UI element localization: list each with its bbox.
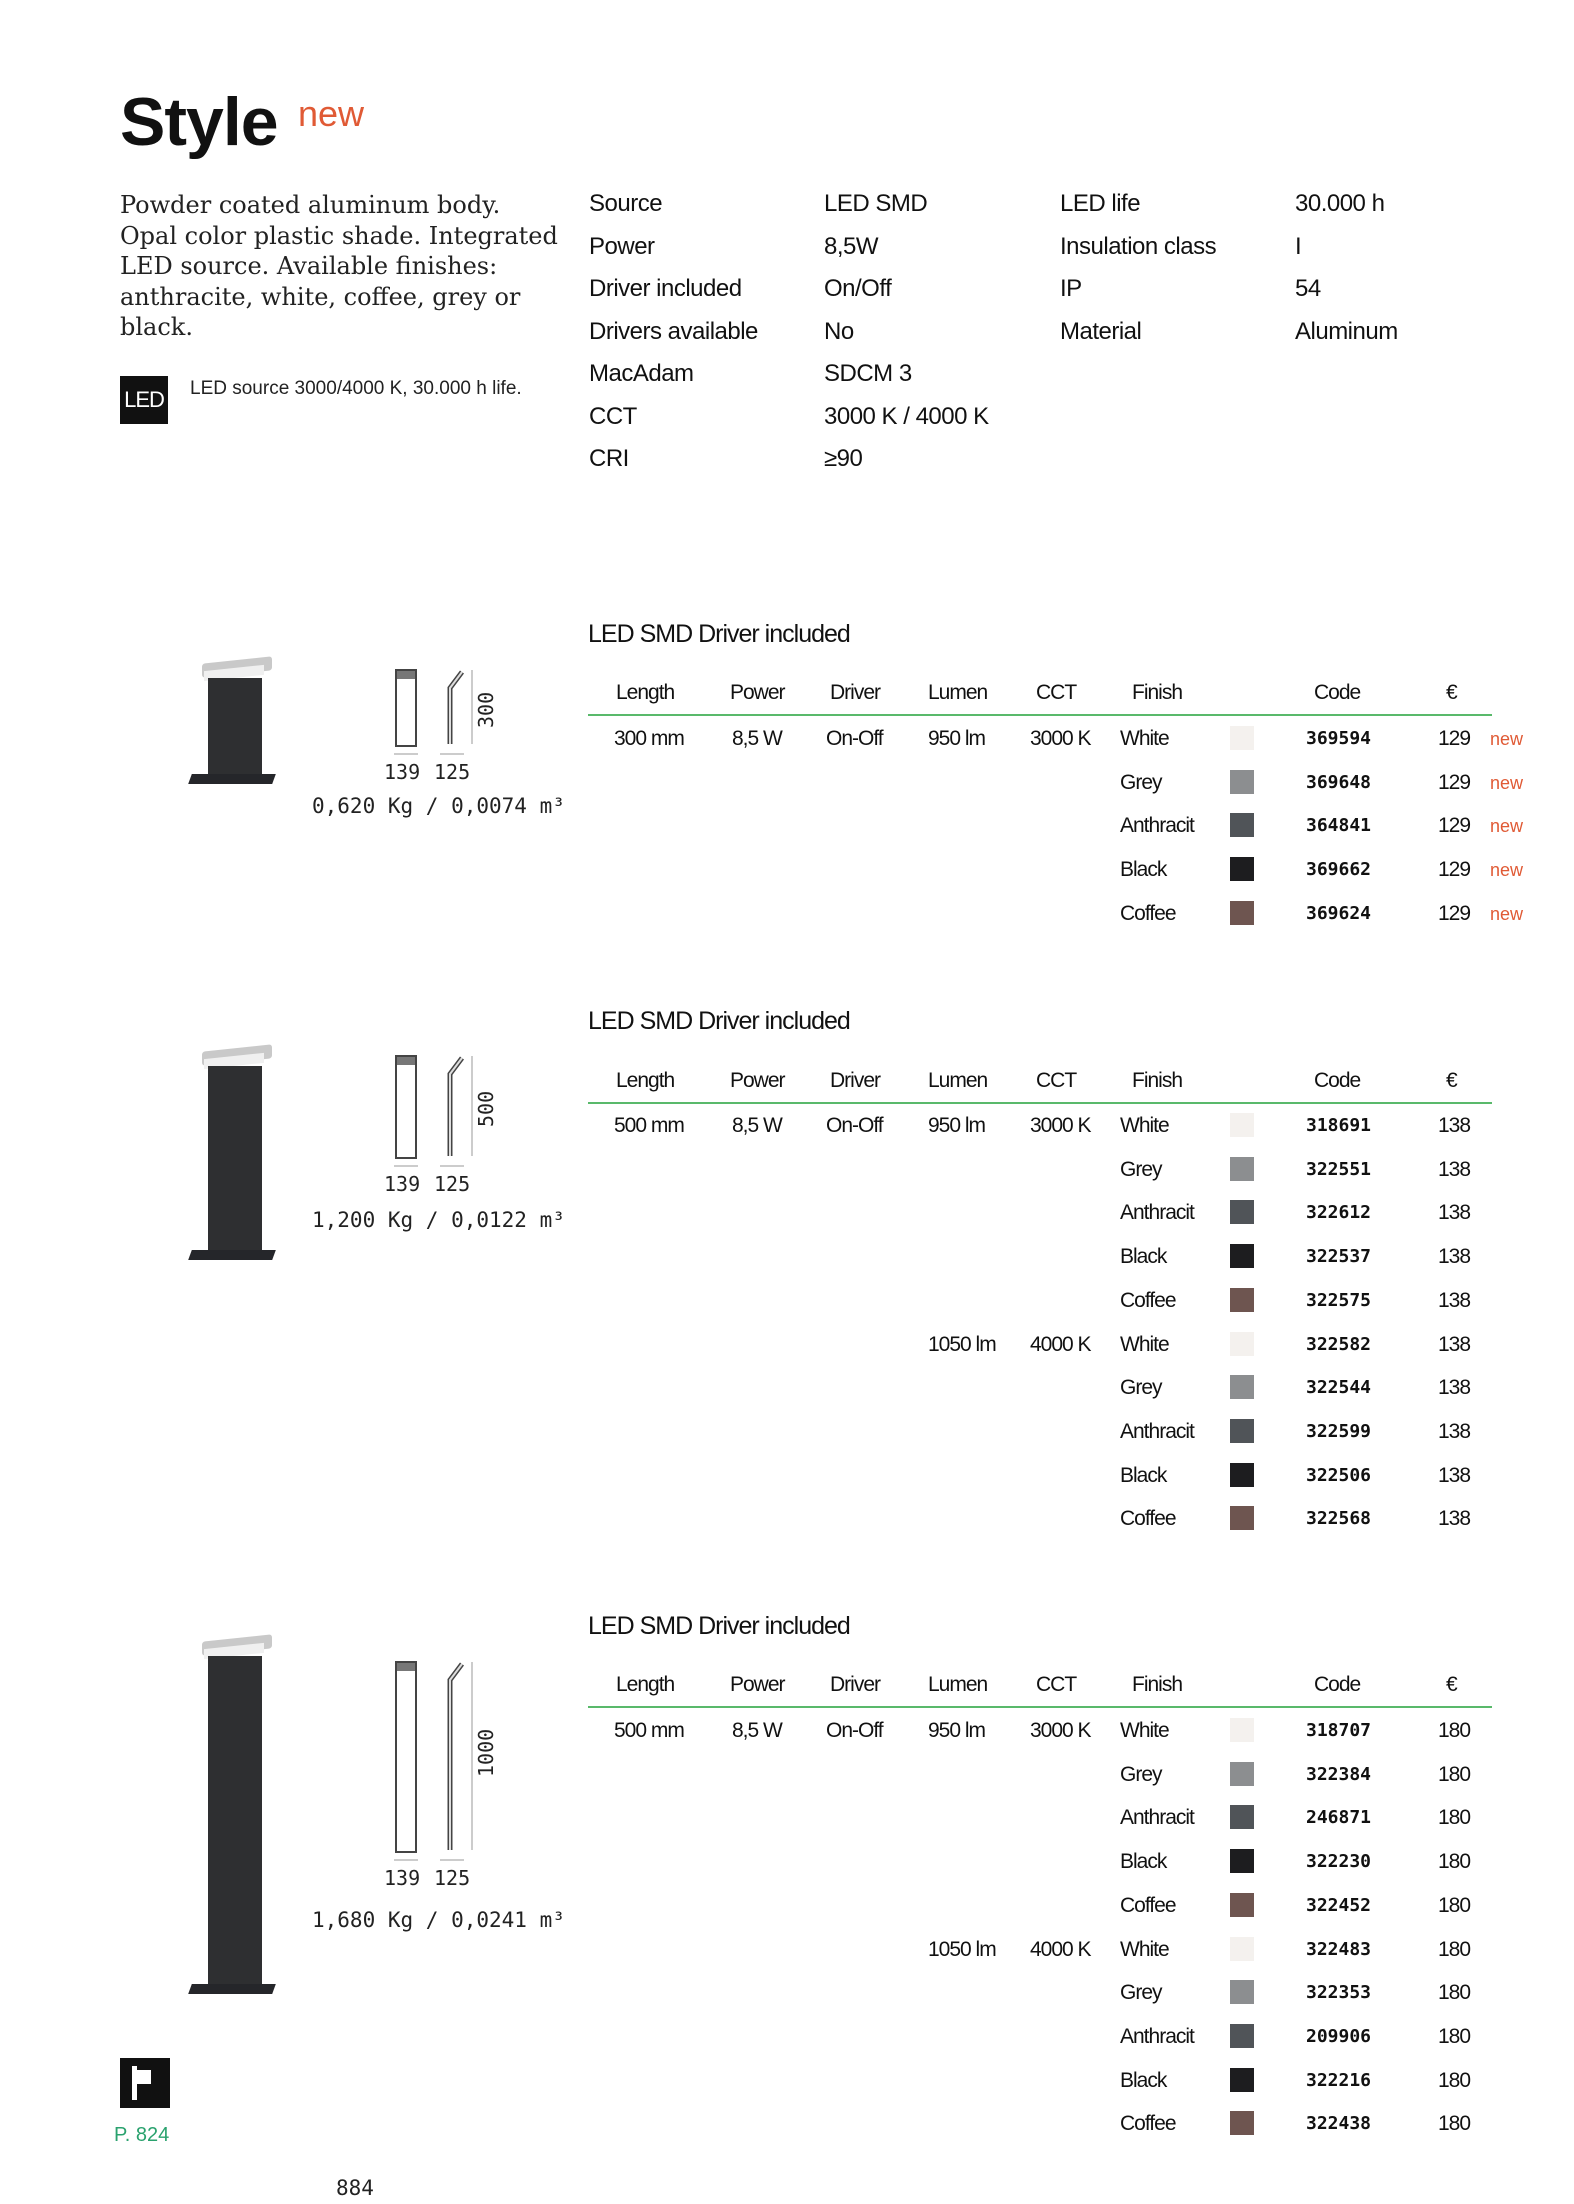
column-header-finish: Finish bbox=[1132, 681, 1183, 704]
column-header-driver: Driver bbox=[830, 681, 880, 704]
cell-code: 369594 bbox=[1306, 728, 1372, 749]
finish-swatch bbox=[1230, 1419, 1254, 1443]
cell-finish: White bbox=[1120, 1332, 1169, 1356]
cell-lumen: 950 lm bbox=[928, 1719, 986, 1742]
finish-swatch bbox=[1230, 1157, 1254, 1181]
cell-lumen: 950 lm bbox=[928, 1114, 986, 1137]
cell-code: 318691 bbox=[1306, 1115, 1372, 1136]
cell-price: 129 bbox=[1438, 901, 1471, 925]
finish-swatch bbox=[1230, 1375, 1254, 1399]
cell-price: 180 bbox=[1438, 1850, 1471, 1874]
cell-lumen: 1050 lm bbox=[928, 1937, 996, 1961]
finish-swatch bbox=[1230, 1718, 1254, 1742]
cell-price: 180 bbox=[1438, 2112, 1471, 2136]
column-header-power: Power bbox=[730, 1673, 785, 1696]
cell-power: 8,5 W bbox=[732, 1114, 782, 1137]
cell-finish: Anthracit bbox=[1120, 1201, 1194, 1225]
cell-price: 138 bbox=[1438, 1114, 1471, 1137]
spec-label: LED life bbox=[1060, 190, 1141, 217]
cell-cct: 3000 K bbox=[1030, 1114, 1091, 1137]
cell-finish: Black bbox=[1120, 858, 1167, 882]
spec-label: CCT bbox=[589, 402, 637, 430]
cell-lumen: 1050 lm bbox=[928, 1332, 996, 1356]
bollard-image bbox=[182, 652, 292, 790]
finish-swatch bbox=[1230, 1288, 1254, 1312]
cell-length: 500 mm bbox=[614, 1114, 684, 1137]
column-header-code: Code bbox=[1314, 681, 1361, 704]
column-header-code: Code bbox=[1314, 1069, 1361, 1092]
cell-finish: Grey bbox=[1120, 1157, 1162, 1181]
cell-code: 369662 bbox=[1306, 859, 1372, 881]
page-number: 884 bbox=[336, 2176, 374, 2200]
cell-code: 322483 bbox=[1306, 1938, 1372, 1960]
cell-finish: Coffee bbox=[1120, 2112, 1176, 2136]
cell-price: 129 bbox=[1438, 770, 1471, 794]
cell-finish: Black bbox=[1120, 1245, 1167, 1269]
cell-finish: Anthracit bbox=[1120, 1419, 1194, 1443]
cell-price: 180 bbox=[1438, 1937, 1471, 1961]
cell-cct: 3000 K bbox=[1030, 1719, 1091, 1742]
cell-code: 322582 bbox=[1306, 1333, 1372, 1355]
spec-value: 30.000 h bbox=[1295, 190, 1385, 217]
header-divider bbox=[588, 714, 1492, 716]
cell-finish: Coffee bbox=[1120, 1288, 1176, 1312]
cell-code: 322612 bbox=[1306, 1202, 1372, 1224]
spec-label: Driver included bbox=[589, 275, 742, 302]
cell-price: 138 bbox=[1438, 1157, 1471, 1181]
column-header-finish: Finish bbox=[1132, 1069, 1183, 1092]
new-badge: new bbox=[298, 93, 365, 134]
cell-price: 180 bbox=[1438, 1719, 1471, 1742]
cell-finish: Grey bbox=[1120, 770, 1162, 794]
spec-label: MacAdam bbox=[589, 360, 694, 387]
cell-cct: 4000 K bbox=[1030, 1332, 1091, 1356]
cell-price: 180 bbox=[1438, 1893, 1471, 1917]
column-header-driver: Driver bbox=[830, 1069, 880, 1092]
cell-price: 138 bbox=[1438, 1507, 1471, 1531]
cell-code: 322599 bbox=[1306, 1420, 1372, 1442]
spec-value: I bbox=[1295, 232, 1302, 260]
section-title: LED SMD Driver included bbox=[588, 1612, 850, 1640]
column-header-price: € bbox=[1446, 681, 1457, 704]
spec-value: No bbox=[824, 317, 854, 345]
finish-swatch bbox=[1230, 901, 1254, 925]
finish-swatch bbox=[1230, 2068, 1254, 2092]
height-dimension: 1000 bbox=[474, 1728, 498, 1777]
cell-finish: Anthracit bbox=[1120, 814, 1194, 838]
finish-swatch bbox=[1230, 1980, 1254, 2004]
cell-code: 322452 bbox=[1306, 1894, 1372, 1916]
cell-code: 322551 bbox=[1306, 1158, 1372, 1180]
header-divider bbox=[588, 1706, 1492, 1708]
header-divider bbox=[588, 1102, 1492, 1104]
finish-swatch bbox=[1230, 857, 1254, 881]
column-header-driver: Driver bbox=[830, 1673, 880, 1696]
specs-right bbox=[1060, 192, 1500, 392]
cell-code: 322568 bbox=[1306, 1508, 1372, 1530]
column-header-code: Code bbox=[1314, 1673, 1361, 1696]
weight-volume: 0,620 Kg / 0,0074 m³ bbox=[312, 794, 565, 818]
width-dimension-b: 125 bbox=[434, 1172, 471, 1196]
cell-price: 138 bbox=[1438, 1376, 1471, 1400]
cell-price: 180 bbox=[1438, 2024, 1471, 2048]
column-header-price: € bbox=[1446, 1069, 1457, 1092]
cell-price: 138 bbox=[1438, 1201, 1471, 1225]
cell-code: 369648 bbox=[1306, 771, 1372, 793]
cell-price: 138 bbox=[1438, 1419, 1471, 1443]
finish-swatch bbox=[1230, 1805, 1254, 1829]
width-dimension-a: 139 bbox=[384, 1172, 421, 1196]
cell-finish: Black bbox=[1120, 1463, 1167, 1487]
finish-swatch bbox=[1230, 1244, 1254, 1268]
spec-label: CRI bbox=[589, 445, 629, 472]
column-header-cct: CCT bbox=[1036, 1069, 1077, 1092]
finish-swatch bbox=[1230, 1463, 1254, 1487]
cell-code: 364841 bbox=[1306, 815, 1372, 837]
finish-swatch bbox=[1230, 1506, 1254, 1530]
led-icon: LED bbox=[120, 376, 168, 424]
cell-code: 246871 bbox=[1306, 1807, 1372, 1829]
section-title: LED SMD Driver included bbox=[588, 620, 850, 648]
spec-value: On/Off bbox=[824, 275, 892, 302]
finish-swatch bbox=[1230, 1762, 1254, 1786]
column-header-lumen: Lumen bbox=[928, 681, 988, 704]
bollard-image bbox=[182, 1630, 292, 2000]
cell-finish: Coffee bbox=[1120, 1507, 1176, 1531]
cell-price: 180 bbox=[1438, 1806, 1471, 1830]
column-header-cct: CCT bbox=[1036, 1673, 1077, 1696]
cell-code: 322438 bbox=[1306, 2113, 1372, 2135]
spec-label: Insulation class bbox=[1060, 232, 1217, 260]
column-header-length: Length bbox=[616, 1673, 675, 1696]
led-note: LED source 3000/4000 K, 30.000 h life. bbox=[190, 378, 522, 399]
cell-driver: On-Off bbox=[826, 1719, 883, 1742]
spec-value: LED SMD bbox=[824, 190, 928, 217]
spec-label: Power bbox=[589, 232, 655, 260]
cell-driver: On-Off bbox=[826, 727, 883, 750]
finish-swatch bbox=[1230, 1937, 1254, 1961]
cell-finish: Black bbox=[1120, 1850, 1167, 1874]
cell-code: 322216 bbox=[1306, 2069, 1372, 2091]
cell-price: 180 bbox=[1438, 1762, 1471, 1786]
cell-price: 180 bbox=[1438, 1981, 1471, 2005]
cell-finish: Grey bbox=[1120, 1762, 1162, 1786]
cell-price: 138 bbox=[1438, 1463, 1471, 1487]
column-header-length: Length bbox=[616, 1069, 675, 1092]
new-tag: new bbox=[1490, 860, 1524, 881]
cell-code: 322506 bbox=[1306, 1464, 1372, 1486]
column-header-lumen: Lumen bbox=[928, 1673, 988, 1696]
column-header-finish: Finish bbox=[1132, 1673, 1183, 1696]
cell-price: 129 bbox=[1438, 727, 1471, 750]
page-reference-link[interactable]: P. 824 bbox=[114, 2124, 170, 2146]
cell-lumen: 950 lm bbox=[928, 727, 986, 750]
cell-power: 8,5 W bbox=[732, 727, 782, 750]
cell-power: 8,5 W bbox=[732, 1719, 782, 1742]
cell-finish: White bbox=[1120, 727, 1169, 750]
spec-label: Material bbox=[1060, 317, 1142, 345]
width-dimension-b: 125 bbox=[434, 760, 471, 784]
cell-cct: 4000 K bbox=[1030, 1937, 1091, 1961]
spec-label: Drivers available bbox=[589, 317, 758, 345]
spec-value: ≥90 bbox=[824, 445, 863, 472]
new-tag: new bbox=[1490, 729, 1524, 749]
cell-code: 209906 bbox=[1306, 2025, 1372, 2047]
height-dimension: 300 bbox=[474, 691, 498, 728]
cell-finish: Coffee bbox=[1120, 1893, 1176, 1917]
cell-finish: Anthracit bbox=[1120, 1806, 1194, 1830]
width-dimension-a: 139 bbox=[384, 1866, 421, 1890]
column-header-price: € bbox=[1446, 1673, 1457, 1696]
cell-price: 180 bbox=[1438, 2068, 1471, 2092]
cell-finish: Grey bbox=[1120, 1981, 1162, 2005]
spec-value: 3000 K / 4000 K bbox=[824, 402, 989, 430]
weight-volume: 1,680 Kg / 0,0241 m³ bbox=[312, 1908, 565, 1932]
cell-price: 138 bbox=[1438, 1332, 1471, 1356]
cell-code: 322230 bbox=[1306, 1851, 1372, 1873]
specs-left bbox=[589, 192, 1029, 492]
finish-swatch bbox=[1230, 1200, 1254, 1224]
cell-finish: Anthracit bbox=[1120, 2024, 1194, 2048]
cell-length: 500 mm bbox=[614, 1719, 684, 1742]
spec-value: 8,5W bbox=[824, 232, 879, 260]
finish-swatch bbox=[1230, 1332, 1254, 1356]
cell-code: 322544 bbox=[1306, 1377, 1372, 1399]
cell-code: 322384 bbox=[1306, 1763, 1372, 1785]
finish-swatch bbox=[1230, 770, 1254, 794]
cell-finish: White bbox=[1120, 1719, 1169, 1742]
weight-volume: 1,200 Kg / 0,0122 m³ bbox=[312, 1208, 565, 1232]
cell-finish: Grey bbox=[1120, 1376, 1162, 1400]
cell-code: 318707 bbox=[1306, 1720, 1372, 1741]
cell-finish: White bbox=[1120, 1114, 1169, 1137]
cell-price: 138 bbox=[1438, 1288, 1471, 1312]
spec-label: Source bbox=[589, 190, 663, 217]
new-tag: new bbox=[1490, 772, 1524, 793]
cell-finish: Black bbox=[1120, 2068, 1167, 2092]
cell-code: 322575 bbox=[1306, 1289, 1372, 1311]
finish-swatch bbox=[1230, 1849, 1254, 1873]
finish-swatch bbox=[1230, 726, 1254, 750]
width-dimension-a: 139 bbox=[384, 760, 421, 784]
finish-swatch bbox=[1230, 1893, 1254, 1917]
cell-finish: White bbox=[1120, 1937, 1169, 1961]
page-title: Style bbox=[120, 84, 278, 160]
finish-swatch bbox=[1230, 813, 1254, 837]
width-dimension-b: 125 bbox=[434, 1866, 471, 1890]
cell-price: 129 bbox=[1438, 858, 1471, 882]
column-header-length: Length bbox=[616, 681, 675, 704]
finish-swatch bbox=[1230, 2111, 1254, 2135]
finish-swatch bbox=[1230, 1113, 1254, 1137]
spec-value: Aluminum bbox=[1295, 317, 1398, 345]
bollard-image bbox=[182, 1040, 292, 1266]
cell-code: 369624 bbox=[1306, 902, 1372, 924]
spec-value: 54 bbox=[1295, 275, 1321, 302]
finish-swatch bbox=[1230, 2024, 1254, 2048]
cell-code: 322353 bbox=[1306, 1982, 1372, 2004]
cell-driver: On-Off bbox=[826, 1114, 883, 1137]
mounting-icon bbox=[120, 2058, 170, 2108]
cell-cct: 3000 K bbox=[1030, 727, 1091, 750]
column-header-cct: CCT bbox=[1036, 681, 1077, 704]
column-header-lumen: Lumen bbox=[928, 1069, 988, 1092]
cell-finish: Coffee bbox=[1120, 901, 1176, 925]
cell-length: 300 mm bbox=[614, 727, 684, 750]
height-dimension: 500 bbox=[474, 1090, 498, 1127]
product-description: Powder coated aluminum body. Opal color plastic shade. Integrated LED source. Available finishes: anthracite, white, coffee, grey or black. bbox=[120, 191, 558, 341]
spec-label: IP bbox=[1060, 275, 1082, 302]
new-tag: new bbox=[1490, 903, 1524, 924]
new-tag: new bbox=[1490, 816, 1524, 837]
column-header-power: Power bbox=[730, 681, 785, 704]
cell-code: 322537 bbox=[1306, 1246, 1372, 1268]
column-header-power: Power bbox=[730, 1069, 785, 1092]
section-title: LED SMD Driver included bbox=[588, 1007, 850, 1035]
cell-price: 129 bbox=[1438, 814, 1471, 838]
cell-price: 138 bbox=[1438, 1245, 1471, 1269]
spec-value: SDCM 3 bbox=[824, 360, 912, 387]
